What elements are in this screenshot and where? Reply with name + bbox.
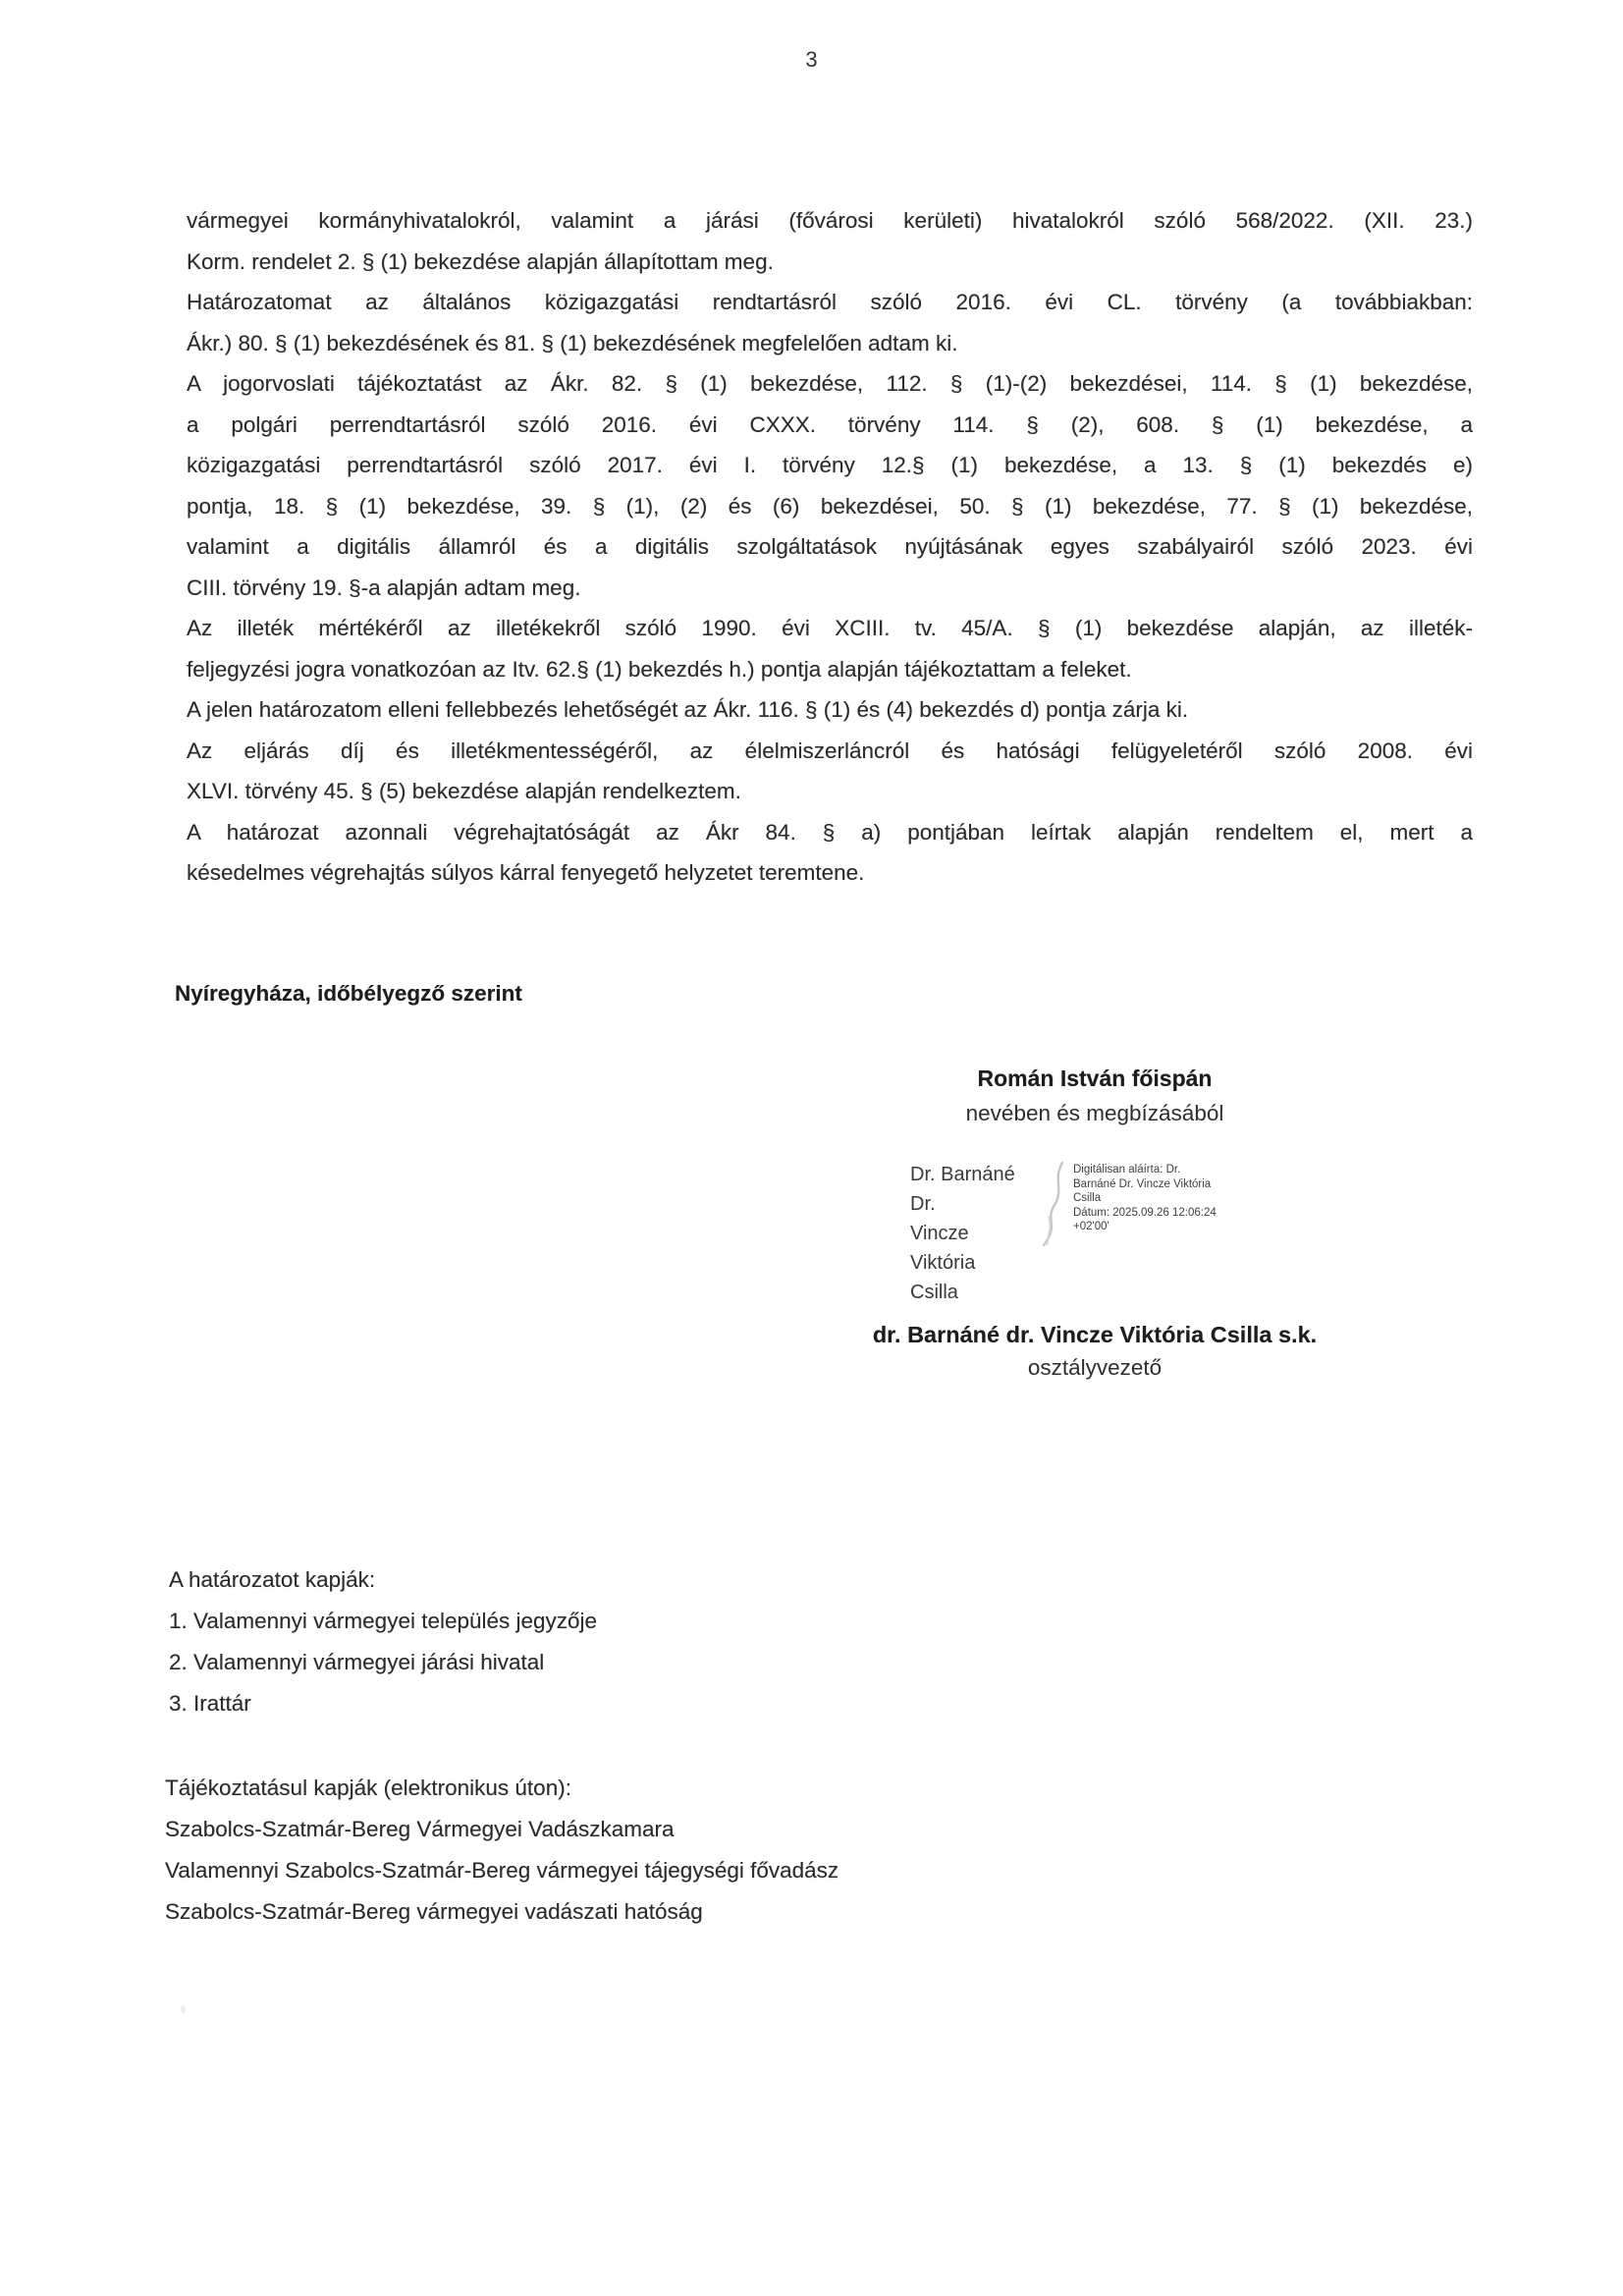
recipient-item: 3. Irattár: [169, 1691, 251, 1716]
body-line: valamint a digitális államról és a digitális szolgáltatások nyújtásának egyes szabályairól szóló 2023. évi: [187, 534, 1473, 559]
on-behalf-text: nevében és megbízásából: [965, 1101, 1224, 1125]
body-line: CIII. törvény 19. §-a alapján adtam meg.: [187, 574, 581, 600]
signer-title: osztályvezető: [1027, 1355, 1163, 1380]
page-number: 3: [805, 47, 818, 72]
recipient-item: 1. Valamennyi vármegyei település jegyzője: [169, 1609, 598, 1633]
principal-name: Román István főispán: [977, 1066, 1213, 1091]
info-recipients-items: [165, 1809, 839, 1933]
body-line: A jogorvoslati tájékoztatást az Ákr. 82. § (1) bekezdése, 112. § (1)-(2) bekezdései, 114. § (1) bekezdése,: [187, 371, 1473, 396]
stamp-details: [1073, 1160, 1279, 1234]
info-recipients-list: [165, 1768, 839, 1933]
body-line: pontja, 18. § (1) bekezdése, 39. § (1), (2) és (6) bekezdései, 50. § (1) bekezdése, 77. § (1) bekezdése,: [187, 493, 1473, 519]
body-line: a polgári perrendtartásról szóló 2016. évi CXXX. törvény 114. § (2), 608. § (1) bekezdése, a: [187, 411, 1473, 437]
stamp-name-line: Vincze Viktória: [910, 1223, 976, 1274]
stamp-detail-line: Csilla: [1073, 1192, 1102, 1205]
body-line: Az eljárás díj és illetékmentességéről, az élelmiszerláncról és hatósági felügyeletéről szóló 2008. évi: [187, 738, 1473, 763]
stamp-name-line: Csilla: [910, 1282, 958, 1303]
info-recipient-item: Szabolcs-Szatmár-Bereg Vármegyei Vadászkamara: [165, 1817, 675, 1841]
body-line: A határozat azonnali végrehajtatóságát az Ákr 84. § a) pontjában leírtak alapján rendeltem el, mert a: [187, 819, 1473, 845]
stamp-detail-line: +02'00': [1073, 1221, 1109, 1233]
recipients-heading: A határozatot kapják:: [169, 1567, 376, 1592]
body-line: A jelen határozatom elleni fellebbezés lehetőségét az Ákr. 116. § (1) és (4) bekezdés d) pontja zárja ki.: [187, 697, 1189, 722]
stamp-detail-line: Digitálisan aláírta: Dr.: [1073, 1164, 1181, 1175]
signature-block: [800, 1066, 1389, 1381]
body-line: közigazgatási perrendtartásról szóló 2017. évi I. törvény 12.§ (1) bekezdése, a 13. § (1) bekezdés e): [187, 453, 1473, 477]
digital-signature-stamp: [910, 1160, 1389, 1307]
body-line: feljegyzési jogra vonatkozóan az Itv. 62.§ (1) bekezdés h.) pontja alapján tájékoztattam a feleket.: [187, 656, 1132, 682]
stamp-signer-name: [910, 1160, 1034, 1307]
recipients-items: [169, 1601, 597, 1724]
body-line: vármegyei kormányhivatalokról, valamint a járási (fővárosi kerületi) hivatalokról szóló 568/2022. (XII. 23.): [187, 208, 1473, 233]
info-recipients-heading: Tájékoztatásul kapják (elektronikus úton):: [165, 1776, 571, 1800]
body-line: XLVI. törvény 45. § (5) bekezdése alapján rendelkeztem.: [187, 779, 741, 803]
body-line: Ákr.) 80. § (1) bekezdésének és 81. § (1) bekezdésének megfelelően adtam ki.: [187, 330, 958, 355]
signature-flourish-icon: [1036, 1160, 1069, 1252]
scan-artifact-dot: [181, 2005, 186, 2013]
closing-place-line: Nyíregyháza, időbélyegző szerint: [175, 981, 522, 1006]
recipients-list: [169, 1559, 597, 1724]
body-text: [187, 200, 1473, 894]
body-line: késedelmes végrehajtás súlyos kárral fenyegető helyzetet teremtene.: [187, 860, 865, 885]
body-line: Korm. rendelet 2. § (1) bekezdése alapján állapítottam meg.: [187, 248, 774, 274]
stamp-name-line: Dr. Barnáné Dr.: [910, 1164, 1015, 1215]
recipient-item: 2. Valamennyi vármegyei járási hivatal: [169, 1650, 545, 1674]
stamp-detail-line: Barnáné Dr. Vincze Viktória: [1073, 1177, 1212, 1190]
signer-name: dr. Barnáné dr. Vincze Viktória Csilla s.k.: [872, 1322, 1318, 1347]
info-recipient-item: Szabolcs-Szatmár-Bereg vármegyei vadászati hatóság: [165, 1899, 703, 1924]
info-recipient-item: Valamennyi Szabolcs-Szatmár-Bereg vármegyei tájegységi fővadász: [165, 1858, 839, 1883]
body-line: Határozatomat az általános közigazgatási rendtartásról szóló 2016. évi CL. törvény (a továbbiakban:: [187, 290, 1473, 314]
body-line: Az illeték mértékéről az illetékekről szóló 1990. évi XCIII. tv. 45/A. § (1) bekezdése alapján, az illeték-: [187, 616, 1473, 640]
stamp-detail-line: Dátum: 2025.09.26 12:06:24: [1073, 1206, 1217, 1219]
